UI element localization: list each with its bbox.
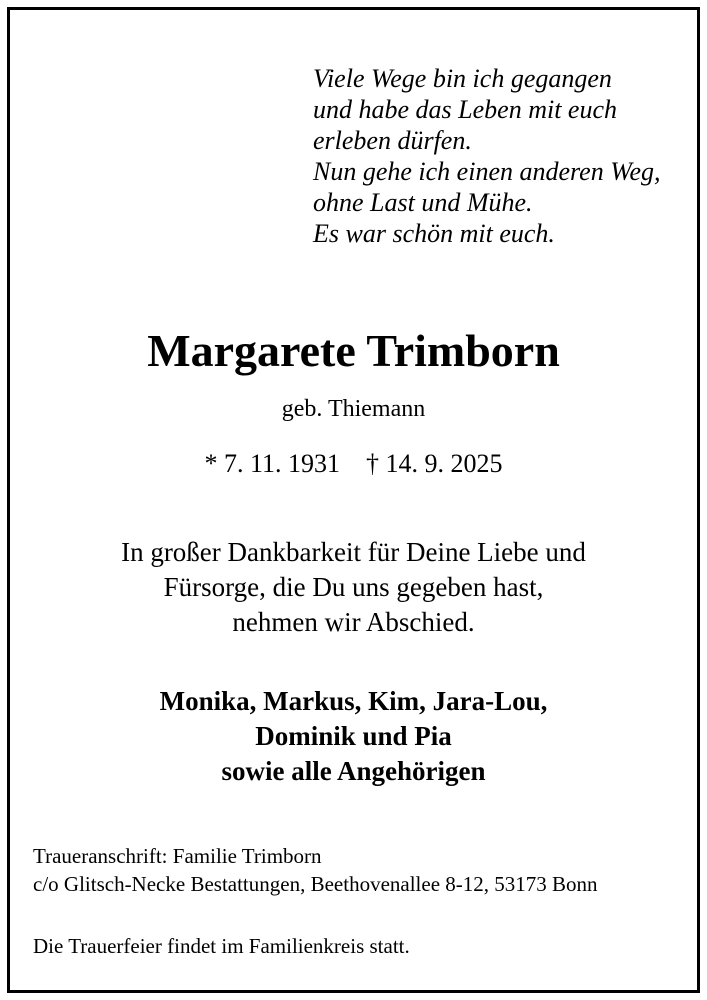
poem-line: Viele Wege bin ich gegangen bbox=[313, 64, 612, 93]
obituary-card bbox=[7, 7, 700, 993]
poem-line: Nun gehe ich einen anderen Weg, bbox=[313, 157, 661, 186]
thanks-line: In großer Dankbarkeit für Deine Liebe und bbox=[121, 537, 586, 567]
poem-line: erleben dürfen. bbox=[313, 126, 472, 155]
family-line: sowie alle Angehörigen bbox=[221, 756, 486, 786]
family-line: Dominik und Pia bbox=[255, 721, 452, 751]
thanks-text bbox=[10, 535, 697, 640]
address-line: Traueranschrift: Familie Trimborn bbox=[33, 844, 322, 868]
family-line: Monika, Markus, Kim, Jara-Lou, bbox=[159, 686, 548, 716]
thanks-line: Fürsorge, die Du uns gegeben hast, bbox=[163, 572, 544, 602]
poem-line: Es war schön mit euch. bbox=[313, 219, 555, 248]
maiden-name: geb. Thiemann bbox=[281, 396, 426, 422]
mourning-address bbox=[33, 842, 598, 898]
poem bbox=[313, 63, 661, 249]
poem-line: ohne Last und Mühe. bbox=[313, 188, 533, 217]
death-date: † 14. 9. 2025 bbox=[366, 449, 503, 478]
poem-line: und habe das Leben mit euch bbox=[313, 95, 618, 124]
birth-date: * 7. 11. 1931 bbox=[204, 449, 341, 478]
family-signature bbox=[10, 684, 697, 789]
ceremony-note: Die Trauerfeier findet im Familienkreis statt. bbox=[33, 934, 410, 958]
address-line: c/o Glitsch-Necke Bestattungen, Beethovenallee 8-12, 53173 Bonn bbox=[33, 872, 598, 896]
deceased-name: Margarete Trimborn bbox=[147, 325, 560, 376]
life-dates bbox=[10, 448, 697, 480]
thanks-line: nehmen wir Abschied. bbox=[232, 607, 475, 637]
